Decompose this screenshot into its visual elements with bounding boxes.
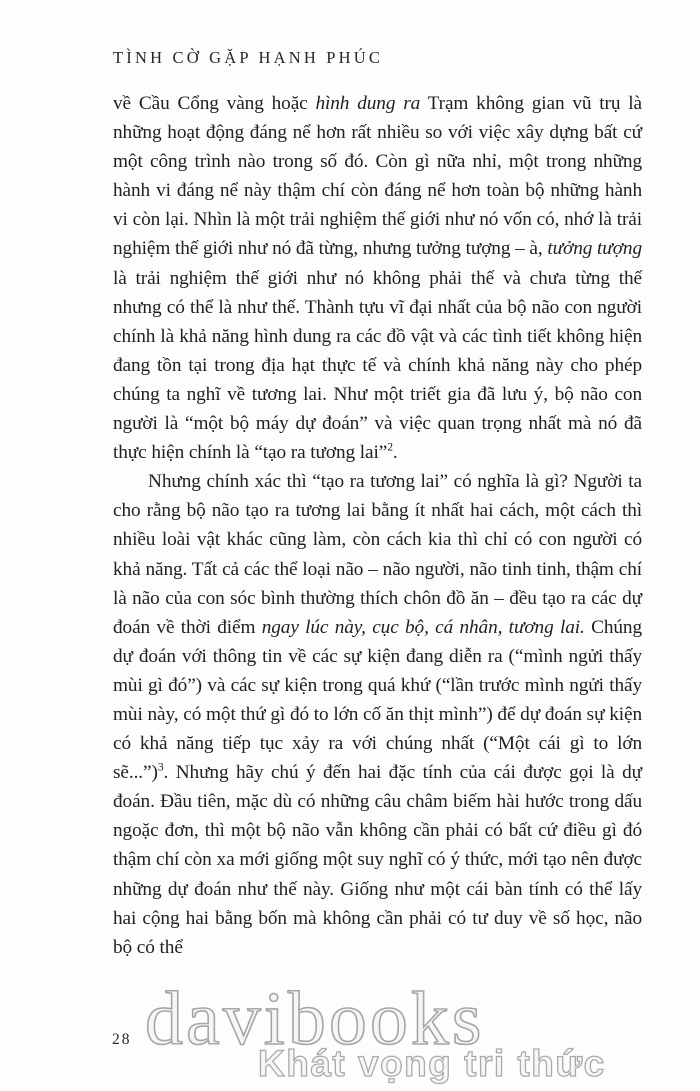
page-number: 28 xyxy=(112,1031,132,1048)
body-text-segment: Nhưng chính xác thì “tạo ra tương lai” có nghĩa là gì? Người ta cho rằng bộ não tạo ra tương lai bằng ít nhất hai cách, một cách thì nhiều loài vật khác cũng làm, còn cách kia thì chỉ có con người có khả năng. Tất cả các thể loại não – não người, não tinh tinh, thậm chí là não của con sóc bình thường thích chôn đồ ăn – đều tạo ra các dự đoán về thời điểm xyxy=(113,471,642,638)
body-text-segment: . Nhưng hãy chú ý đến hai đặc tính của cái được gọi là dự đoán. Đầu tiên, mặc dù có những câu châm biếm hài hước trong dấu ngoặc đơn, thì một bộ não vẫn không cần phải có bất cứ điều gì đó thậm chí còn xa mới giống một suy nghĩ có ý thức, mới tạo nên được những dự đoán như thế này. Giống như một cái bàn tính có thể lấy hai cộng hai bằng bốn mà không cần phải có tư duy về số học, não bộ có thể xyxy=(113,762,642,958)
body-text-container xyxy=(113,89,642,962)
body-text-segment: . xyxy=(392,442,398,464)
footnote-marker: 2 xyxy=(387,440,393,454)
footnote-marker: 3 xyxy=(157,760,164,774)
emphasized-text: hình dung ra xyxy=(315,93,421,114)
paragraph xyxy=(113,89,642,467)
watermark-brand-text: davibooks xyxy=(145,977,485,1061)
watermark-slogan-text: Khát vọng tri thức xyxy=(258,1043,606,1084)
body-text-segment: về Cầu Cổng vàng hoặc xyxy=(113,93,316,114)
emphasized-text: ngay lúc này, cục bộ, cá nhân, tương lai. xyxy=(261,616,585,638)
emphasized-text: tưởng tượng xyxy=(547,238,642,260)
running-header: TÌNH CỜ GẶP HẠNH PHÚC xyxy=(113,48,384,67)
body-text-segment: là trải nghiệm thế giới như nó không phải thế và chưa từng thế nhưng có thể là như thế. Thành tựu vĩ đại nhất của bộ não con người chính là khả năng hình dung ra các đồ vật và các tình tiết không hiện đang tồn tại trong địa hạt thực tế và chính khả năng này cho phép chúng ta nghĩ về tương lai. Như một triết gia đã lưu ý, bộ não con người là “một bộ máy dự đoán” và việc quan trọng nhất mà nó đã thực hiện chính là “tạo ra tương lai” xyxy=(113,267,642,464)
body-text-segment: Chúng dự đoán với thông tin về các sự kiện đang diễn ra (“mình ngửi thấy mùi gì đó”) và các sự kiện trong quá khứ (“lần trước mình ngửi thấy mùi này, có một thứ gì đó to lớn cố ăn thịt mình”) để dự đoán sự kiện có khả năng tiếp tục xảy ra với chúng nhất (“Một cái gì to lớn sẽ...”) xyxy=(113,616,642,784)
body-text-segment: Trạm không gian vũ trụ là những hoạt động đáng nể hơn rất nhiều so với việc xây dựng bất cứ một công trình nào trong số đó. Còn gì nữa nhỉ, một trong những hành vi đáng nể này thậm chí còn đáng nể hơn toàn bộ những hành vi còn lại. Nhìn là một trải nghiệm thế giới như nó vốn có, nhớ là trải nghiệm thế giới như nó đã từng, nhưng tưởng tượng – à, xyxy=(113,93,642,260)
paragraph xyxy=(113,467,642,962)
